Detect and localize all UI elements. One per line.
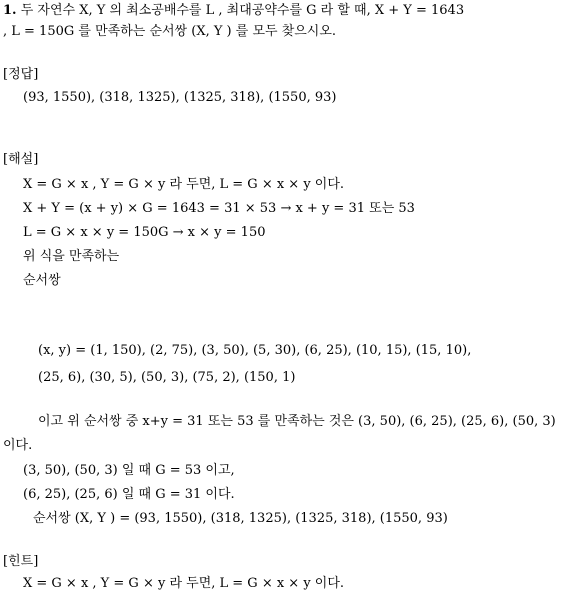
case-line-1: (3, 50), (50, 3) 일 때 G = 53 이고, [23, 463, 235, 478]
pairs-line-1: (x, y) = (1, 150), (2, 75), (3, 50), (5, 30), (6, 25), (10, 15), (15, 10), [38, 343, 472, 358]
filter-line-1: 이고 위 순서쌍 중 x+y = 31 또는 53 를 만족하는 것은 (3, 50), (6, 25), (25, 6), (50, 3) [38, 414, 556, 429]
solution-line: L = G × x × y = 150G → x × y = 150 [23, 225, 266, 240]
hint-heading: [힌트] [3, 554, 39, 569]
problem-line-1 [3, 2, 464, 20]
solution-line: 위 식을 만족하는 [23, 249, 120, 264]
solution-line: X = G × x , Y = G × y 라 두면, L = G × x × y 이다. [23, 177, 345, 192]
problem-text-1: 두 자연수 X, Y 의 최소공배수를 L , 최대공약수를 G 라 할 때, X + Y = 1643 [20, 3, 465, 18]
filter-line-2: 이다. [3, 438, 33, 453]
answer-heading: [정답] [3, 67, 39, 82]
problem-number: 1. [3, 3, 17, 18]
solution-heading: [해설] [3, 152, 39, 167]
case-line-2: (6, 25), (25, 6) 일 때 G = 31 이다. [23, 487, 235, 502]
solution-line: 순서쌍 [23, 273, 61, 288]
answer-text: (93, 1550), (318, 1325), (1325, 318), (1550, 93) [23, 90, 337, 105]
problem-line-2: , L = 150G 를 만족하는 순서쌍 (X, Y ) 를 모두 찾으시오. [3, 24, 337, 39]
pairs-line-2: (25, 6), (30, 5), (50, 3), (75, 2), (150, 1) [38, 370, 296, 385]
solution-line: X + Y = (x + y) × G = 1643 = 31 × 53 → x + y = 31 또는 53 [23, 201, 415, 216]
hint-text: X = G × x , Y = G × y 라 두면, L = G × x × y 이다. [23, 576, 345, 591]
final-answer-line: 순서쌍 (X, Y ) = (93, 1550), (318, 1325), (1325, 318), (1550, 93) [33, 511, 448, 526]
